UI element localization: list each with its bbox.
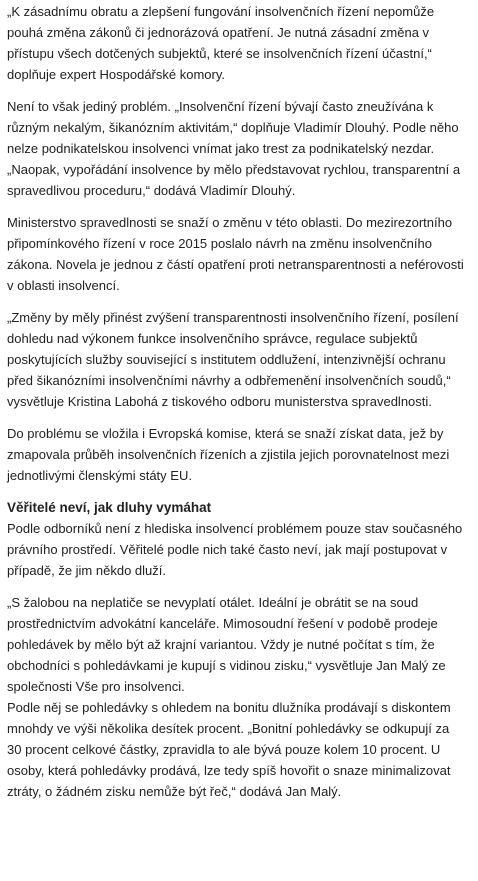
paragraph-gap (7, 85, 464, 96)
paragraph-gap (7, 201, 464, 212)
paragraph-gap (7, 412, 464, 423)
paragraph-dlouhy: Není to však jediný problém. „Insolvenční řízení bývají často zneužívána k různým nekalým, šikanózním aktivitám,“ doplňuje Vladimír Dlouhý. Podle něho nelze podnikatelskou insolvenci vnímat jako trest za podnikatelský nezdar. „Naopak, vypořádání insolvence by mělo představovat rychlou, transparentní a spravedlivou proceduru,“ dodává Vladimír Dlouhý. (7, 99, 461, 198)
paragraph-ministry: Ministerstvo spravedlnosti se snaží o změnu v této oblasti. Do mezirezortního připomínkového řízení v roce 2015 poslalo návrh na změnu insolvenčního zákona. Novela je jednou z částí opatření proti netransparentnosti a neférovosti v oblasti insolvencí. (7, 215, 464, 293)
paragraph-maly-quote: „S žalobou na neplatiče se nevyplatí otálet. Ideální je obrátit se na soud prostřednictvím advokátní kanceláře. Mimosoudní řešení v podobě prodeje pohledávek by mělo být až krajní variantou. Vždy je nutné počítat s tím, že obchodníci s pohledávkami je kupují s vidinou zisku,“ vysvětluje Jan Malý ze společnosti Vše pro insolvenci. (7, 595, 446, 694)
paragraph-receivables: Podle něj se pohledávky s ohledem na bonitu dlužníka prodávají s diskontem mnohdy ve výši několika desítek procent. „Bonitní pohledávky se odkupují za 30 procent celkové částky, zpravidla to ale bývá pouze kolem 10 procent. U osoby, která pohledávky prodává, lze tedy spíš hovořit o snaze minimalizovat ztráty, o žádném zisku nemůže být řeč,“ dodává Jan Malý. (7, 700, 451, 799)
paragraph-gap (7, 486, 464, 497)
paragraph-gap (7, 581, 464, 592)
section-heading: Věřitelé neví, jak dluhy vymáhat (7, 500, 212, 515)
paragraph-gap (7, 296, 464, 307)
paragraph-eu-commission: Do problému se vložila i Evropská komise, která se snaží získat data, jež by zmapovala průběh insolvenčních řízeních a zjistila jejich porovnatelnost mezi jednotlivými členskými státy EU. (7, 426, 450, 483)
paragraph-laboha-quote: „Změny by měly přinést zvýšení transparentnosti insolvenčního řízení, posílení dohledu nad výkonem funkce insolvenčního správce, regulace subjektů poskytujících služby související s institutem oddlužení, intenzivnější ochranu před šikanózními insolvenčními návrhy a odbřemenění insolvenčních soudů,“ vysvětluje Kristina Labohá z tiskového odboru munisterstva spravedlnosti. (7, 310, 459, 409)
paragraph-experts: Podle odborníků není z hlediska insolvencí problémem pouze stav současného právního prostředí. Věřitelé podle nich také často neví, jak mají postupovat v případě, že jim někdo dluží. (7, 521, 463, 578)
paragraph-expert-quote: „K zásadnímu obratu a zlepšení fungování insolvenčních řízení nepomůže pouhá změna zákonů či jednorázová opatření. Je nutná zásadní změna v přístupu všech dotčených subjektů, které se insolvenčních řízení účastní,“ doplňuje expert Hospodářské komory. (7, 4, 435, 82)
